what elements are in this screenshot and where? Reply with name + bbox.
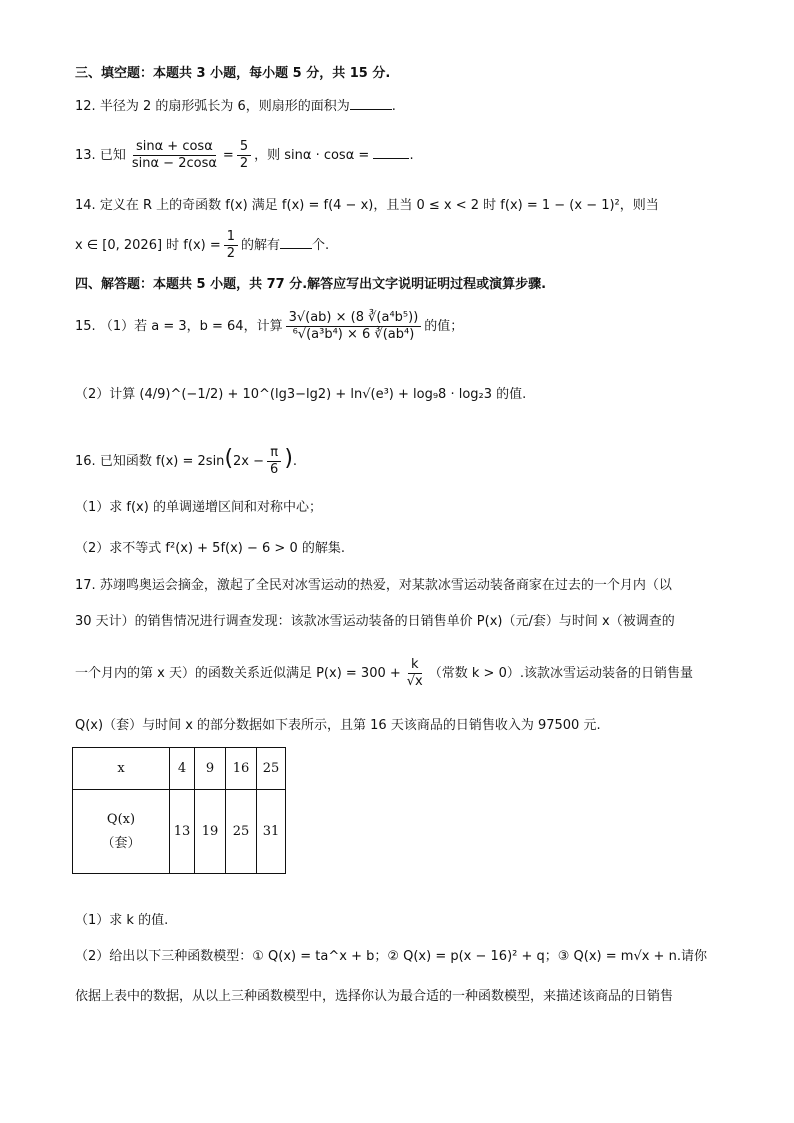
table-cell: 19	[195, 790, 226, 874]
q15-p1-pre: （1）若 a = 3，b = 64，计算	[99, 319, 283, 334]
q14-end: 个.	[312, 238, 330, 253]
question-14-line1	[75, 196, 659, 216]
q14-line2-pre: x ∈ [0, 2026] 时 f(x) =	[75, 238, 221, 253]
q12-end: .	[391, 99, 396, 114]
question-16-stem: 16. 已知函数 f(x) = 2sin(2x − $\frac{\pi}{6}$ ).	[75, 445, 298, 477]
table-cell: 25	[226, 790, 257, 874]
q14-half-den: 2	[226, 246, 236, 261]
q13-frac-den: sinα − 2cosα	[131, 156, 217, 171]
q14-answer-blank[interactable]	[280, 236, 312, 249]
q16-stem-arg: 2x −	[233, 454, 265, 469]
q17-sqrtx: √x	[406, 674, 423, 689]
q16-number: 16.	[75, 454, 96, 469]
q13-rhs-fraction	[237, 139, 251, 172]
q15-number: 15.	[75, 319, 96, 334]
table-cell: 25	[257, 748, 286, 790]
q17-line3-post: （常数 k > 0）.该款冰雪运动装备的日销售量	[428, 666, 693, 681]
table-header-q-unit: （套）	[101, 835, 141, 851]
section3-heading: 三、填空题：本题共 3 小题，每小题 5 分，共 15 分.	[75, 66, 391, 81]
question-17-part1: （1）求 k 的值.	[75, 913, 169, 928]
q16-pi-fraction	[267, 445, 281, 478]
table-cell: 31	[257, 790, 286, 874]
question-17-part2-line1: （2）给出以下三种函数模型：① Q(x) = ta^x + b；② Q(x) = p(x − 16)² + q；③ Q(x) = m√x + n.请你	[75, 949, 707, 964]
q13-rhs-num: 5	[237, 139, 251, 156]
question-17-line4: Q(x)（套）与时间 x 的部分数据如下表所示，且第 16 天该商品的日销售收入为 97500 元.	[75, 718, 601, 733]
table-cell: 9	[195, 748, 226, 790]
question-12	[75, 97, 396, 117]
question-15-part1	[75, 305, 463, 349]
q15-p1-post: 的值；	[424, 319, 464, 334]
q15-frac-num: 3√(ab) × (8 ∛(a⁴b⁵))	[286, 310, 422, 327]
q16-stem-pre: 已知函数 f(x) = 2sin	[99, 454, 225, 469]
table-header-q	[73, 790, 170, 874]
question-16-part1: （1）求 f(x) 的单调递增区间和对称中心；	[75, 500, 322, 515]
table-row	[73, 748, 286, 790]
q13-lead: 已知	[99, 148, 126, 163]
question-16-part2: （2）求不等式 f²(x) + 5f(x) − 6 > 0 的解集.	[75, 541, 345, 556]
q16-six: 6	[270, 462, 279, 477]
question-14-line2	[75, 228, 329, 264]
q14-line1: 定义在 R 上的奇函数 f(x) 满足 f(x) = f(4 − x)，且当 0 ≤ x < 2 时 f(x) = 1 − (x − 1)²，则当	[99, 198, 659, 213]
question-17-line2: 30 天计）的销售情况进行调查发现：该款冰雪运动装备的日销售单价 P(x)（元/套）与时间 x（被调查的	[75, 614, 675, 629]
q16-end: .	[292, 454, 298, 469]
q12-text: 半径为 2 的扇形弧长为 6，则扇形的面积为	[99, 99, 350, 114]
question-13	[75, 138, 414, 174]
q13-end: .	[409, 148, 414, 163]
q17-line1: 苏翊鸣奥运会摘金，激起了全民对冰雪运动的热爱，对某款冰雪运动装备商家在过去的一个月内（以	[99, 578, 672, 593]
table-cell: 4	[170, 748, 195, 790]
table-cell: 13	[170, 790, 195, 874]
q17-k-fraction	[404, 657, 426, 690]
q13-answer-blank[interactable]	[373, 146, 409, 159]
q16-pi: π	[267, 445, 281, 462]
question-17-line1	[75, 576, 672, 596]
q13-eq: =	[222, 148, 234, 163]
table-cell: 16	[226, 748, 257, 790]
question-17-line3	[75, 656, 693, 692]
table-row	[73, 790, 286, 874]
table-header-x: x	[73, 748, 170, 790]
q17-line3-pre: 一个月内的第 x 天）的函数关系近似满足 P(x) = 300 +	[75, 666, 401, 681]
q13-number: 13.	[75, 148, 96, 163]
q17-number: 17.	[75, 578, 96, 593]
q12-answer-blank[interactable]	[350, 97, 392, 110]
question-17-part2-line2: 依据上表中的数据，从以上三种函数模型中，选择你认为最合适的一种函数模型，来描述该商品的日销售	[75, 989, 674, 1004]
q15-frac-den: ⁶√(a³b⁴) × 6 ∛(ab⁴)	[292, 327, 415, 342]
q14-line2-post: 的解有	[241, 238, 281, 253]
q14-half-num: 1	[224, 229, 238, 246]
q12-number: 12.	[75, 99, 96, 114]
section4-heading: 四、解答题：本题共 5 小题，共 77 分.解答应写出文字说明证明过程或演算步骤.	[75, 277, 547, 292]
question-15-part2: （2）计算 (4/9)^(−1/2) + 10^(lg3−lg2) + ln√(e³) + log₉8 · log₂3 的值.	[75, 387, 527, 402]
table-header-q-label: Q(x)	[106, 811, 136, 827]
q13-fraction	[129, 139, 220, 172]
q13-frac-num: sinα + cosα	[133, 139, 216, 156]
q14-half-fraction	[224, 229, 238, 262]
q13-tail: ，则 sinα · cosα =	[254, 148, 370, 163]
q17-data-table	[72, 747, 286, 874]
q15-fraction	[286, 310, 422, 343]
q13-rhs-den: 2	[239, 156, 249, 171]
q17-k: k	[408, 657, 422, 674]
q14-number: 14.	[75, 198, 96, 213]
